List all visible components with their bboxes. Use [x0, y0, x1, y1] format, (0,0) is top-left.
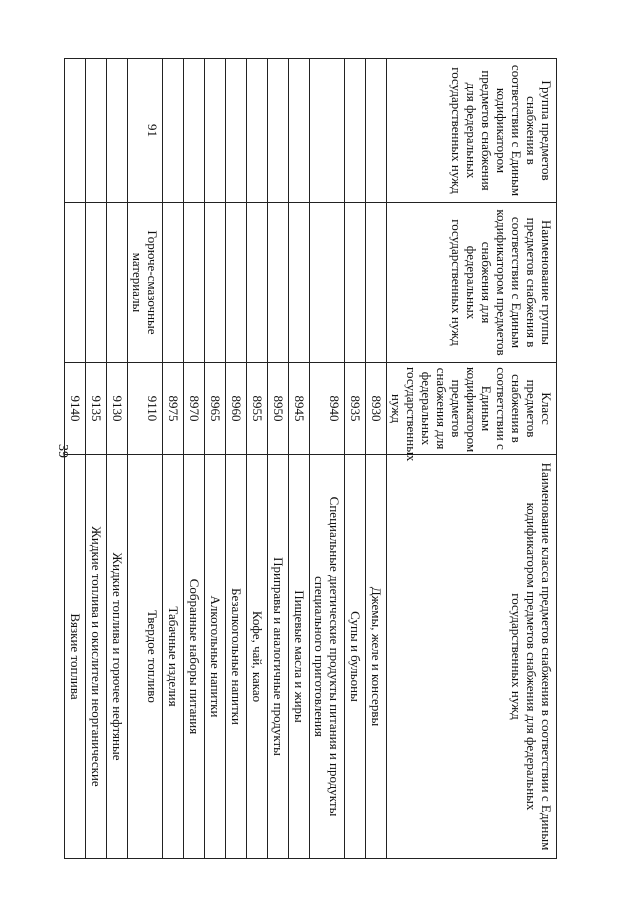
supply-classes-table: [64, 58, 557, 859]
group-code-cell: 91: [128, 59, 163, 203]
class-name-cell: Джемы, желе и консервы: [366, 455, 387, 859]
table-row: [163, 59, 184, 859]
class-code-cell: 8940: [310, 363, 345, 455]
table-row: [65, 59, 86, 859]
group-name-cell: [345, 203, 366, 363]
group-name-cell: [226, 203, 247, 363]
group-name-cell: [107, 203, 128, 363]
header-class-name: Наименование класса предметов снабжения в соответствии с Единым кодификатором предметов снабжения для федеральных государственных нужд: [387, 455, 557, 859]
table-row: [128, 59, 163, 859]
group-code-cell: [205, 59, 226, 203]
header-group-name: Наименование группы предметов снабжения в соответствии с Единым кодификатором предметов снабжения для федеральных государственных нужд: [387, 203, 557, 363]
group-code-cell: [366, 59, 387, 203]
table-row: [366, 59, 387, 859]
class-code-cell: 8965: [205, 363, 226, 455]
group-name-cell: [247, 203, 268, 363]
rotated-sheet: [68, 58, 557, 858]
group-name-cell: [163, 203, 184, 363]
class-code-cell: 9130: [107, 363, 128, 455]
table-row: [268, 59, 289, 859]
class-code-cell: 9140: [65, 363, 86, 455]
table-row: [310, 59, 345, 859]
page-number: 39: [55, 444, 70, 458]
group-name-cell: [86, 203, 107, 363]
group-code-cell: [289, 59, 310, 203]
group-name-cell: [310, 203, 345, 363]
class-name-cell: Твердое топливо: [128, 455, 163, 859]
class-name-cell: Приправы и аналогичные продукты: [268, 455, 289, 859]
header-group: Группа предметов снабжения в соответствии с Единым кодификатором предметов снабжения для федеральных государственных нужд: [387, 59, 557, 203]
table-row: [289, 59, 310, 859]
class-code-cell: 8945: [289, 363, 310, 455]
class-code-cell: 8970: [184, 363, 205, 455]
group-name-cell: [184, 203, 205, 363]
header-class: Класс предметов снабжения в соответствии с Единым кодификатором предметов снабжения для федеральных государственных нужд: [387, 363, 557, 455]
group-name-cell: [366, 203, 387, 363]
table-body: [65, 59, 387, 859]
class-code-cell: 8960: [226, 363, 247, 455]
group-code-cell: [163, 59, 184, 203]
class-name-cell: Супы и бульоны: [345, 455, 366, 859]
table-header-row: [387, 59, 557, 859]
group-code-cell: [65, 59, 86, 203]
table-row: [184, 59, 205, 859]
table-row: [247, 59, 268, 859]
class-code-cell: 8930: [366, 363, 387, 455]
group-code-cell: [184, 59, 205, 203]
class-code-cell: 8955: [247, 363, 268, 455]
table-row: [107, 59, 128, 859]
class-name-cell: Кофе, чай, какао: [247, 455, 268, 859]
group-name-cell: [205, 203, 226, 363]
group-code-cell: [310, 59, 345, 203]
group-code-cell: [268, 59, 289, 203]
group-code-cell: [107, 59, 128, 203]
class-code-cell: 9135: [86, 363, 107, 455]
class-name-cell: Безалкогольные напитки: [226, 455, 247, 859]
group-code-cell: [247, 59, 268, 203]
group-name-cell: Горюче-смазочные материалы: [128, 203, 163, 363]
group-code-cell: [226, 59, 247, 203]
table-row: [205, 59, 226, 859]
class-name-cell: Жидкие топлива и горючее нефтяные: [107, 455, 128, 859]
class-code-cell: 8975: [163, 363, 184, 455]
class-code-cell: 9110: [128, 363, 163, 455]
group-code-cell: [86, 59, 107, 203]
class-name-cell: Пищевые масла и жиры: [289, 455, 310, 859]
class-name-cell: Специальные диетические продукты питания и продукты специального приготовления: [310, 455, 345, 859]
class-code-cell: 8935: [345, 363, 366, 455]
group-name-cell: [65, 203, 86, 363]
table-row: [226, 59, 247, 859]
class-name-cell: Жидкие топлива и окислители неорганические: [86, 455, 107, 859]
class-name-cell: Вязкие топлива: [65, 455, 86, 859]
group-name-cell: [289, 203, 310, 363]
class-name-cell: Собранные наборы питания: [184, 455, 205, 859]
table-row: [345, 59, 366, 859]
table-row: [86, 59, 107, 859]
class-code-cell: 8950: [268, 363, 289, 455]
class-name-cell: Табачные изделия: [163, 455, 184, 859]
group-code-cell: [345, 59, 366, 203]
class-name-cell: Алкогольные напитки: [205, 455, 226, 859]
group-name-cell: [268, 203, 289, 363]
